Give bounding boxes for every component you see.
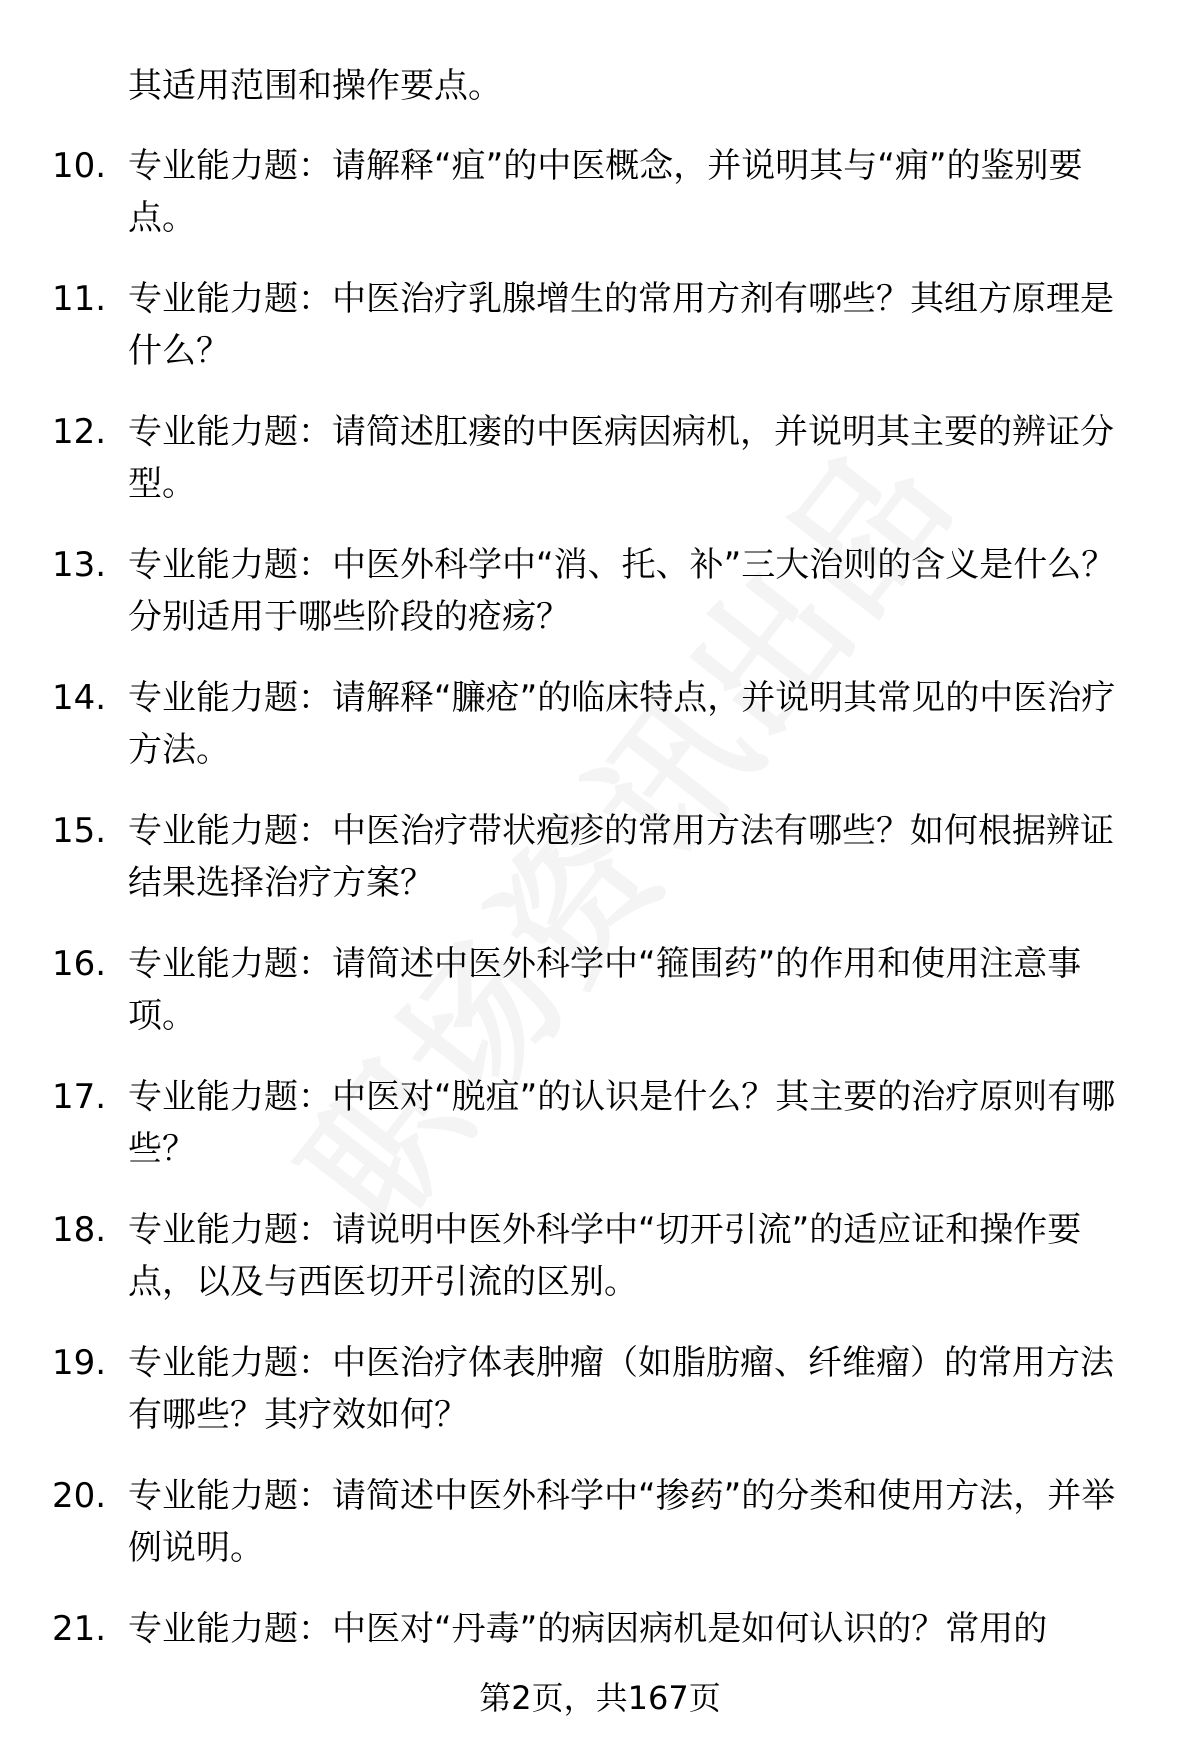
question-item <box>0 273 1200 377</box>
question-number: 14. <box>52 678 107 718</box>
question-item <box>0 1603 1200 1655</box>
question-item <box>0 406 1200 510</box>
question-text: 专业能力题：请简述中医外科学中“箍围药”的作用和使用注意事项。 <box>128 944 1082 1036</box>
question-item <box>0 539 1200 643</box>
continued-text: 其适用范围和操作要点。 <box>128 66 502 106</box>
question-number: 19. <box>52 1343 107 1383</box>
question-number: 16. <box>52 944 107 984</box>
question-number: 18. <box>52 1210 107 1250</box>
question-number: 20. <box>52 1476 107 1516</box>
page-footer: 第2页，共167页 <box>479 1679 721 1717</box>
question-text: 专业能力题：中医治疗乳腺增生的常用方剂有哪些？其组方原理是什么？ <box>128 279 1114 371</box>
question-text: 专业能力题：中医对“丹毒”的病因病机是如何认识的？常用的 <box>128 1609 1048 1649</box>
question-list <box>0 140 1200 1684</box>
question-text: 专业能力题：请解释“臁疮”的临床特点，并说明其常见的中医治疗方法。 <box>128 678 1116 770</box>
question-item <box>0 140 1200 244</box>
question-item <box>0 1470 1200 1574</box>
question-number: 21. <box>52 1609 107 1649</box>
question-item <box>0 805 1200 909</box>
question-text: 专业能力题：中医治疗体表肿瘤（如脂肪瘤、纤维瘤）的常用方法有哪些？其疗效如何？ <box>128 1343 1114 1435</box>
question-text: 专业能力题：中医治疗带状疱疹的常用方法有哪些？如何根据辨证结果选择治疗方案？ <box>128 811 1114 903</box>
question-item <box>0 1071 1200 1175</box>
question-text: 专业能力题：中医对“脱疽”的认识是什么？其主要的治疗原则有哪些？ <box>128 1077 1116 1169</box>
question-item <box>0 1337 1200 1441</box>
question-text: 专业能力题：请解释“疽”的中医概念，并说明其与“痈”的鉴别要点。 <box>128 146 1083 238</box>
question-item <box>0 672 1200 776</box>
question-number: 13. <box>52 545 107 585</box>
question-text: 专业能力题：请说明中医外科学中“切开引流”的适应证和操作要点，以及与西医切开引流的区别。 <box>128 1210 1082 1302</box>
question-number: 15. <box>52 811 107 851</box>
question-text: 专业能力题：中医外科学中“消、托、补”三大治则的含义是什么？分别适用于哪些阶段的疮疡？ <box>128 545 1116 637</box>
question-number: 10. <box>52 146 107 186</box>
question-item <box>0 938 1200 1042</box>
question-text: 专业能力题：请简述肛瘘的中医病因病机，并说明其主要的辨证分型。 <box>128 412 1114 504</box>
question-number: 12. <box>52 412 107 452</box>
question-item <box>0 1204 1200 1308</box>
question-number: 17. <box>52 1077 107 1117</box>
question-number: 11. <box>52 279 107 319</box>
question-text: 专业能力题：请简述中医外科学中“掺药”的分类和使用方法，并举例说明。 <box>128 1476 1116 1568</box>
